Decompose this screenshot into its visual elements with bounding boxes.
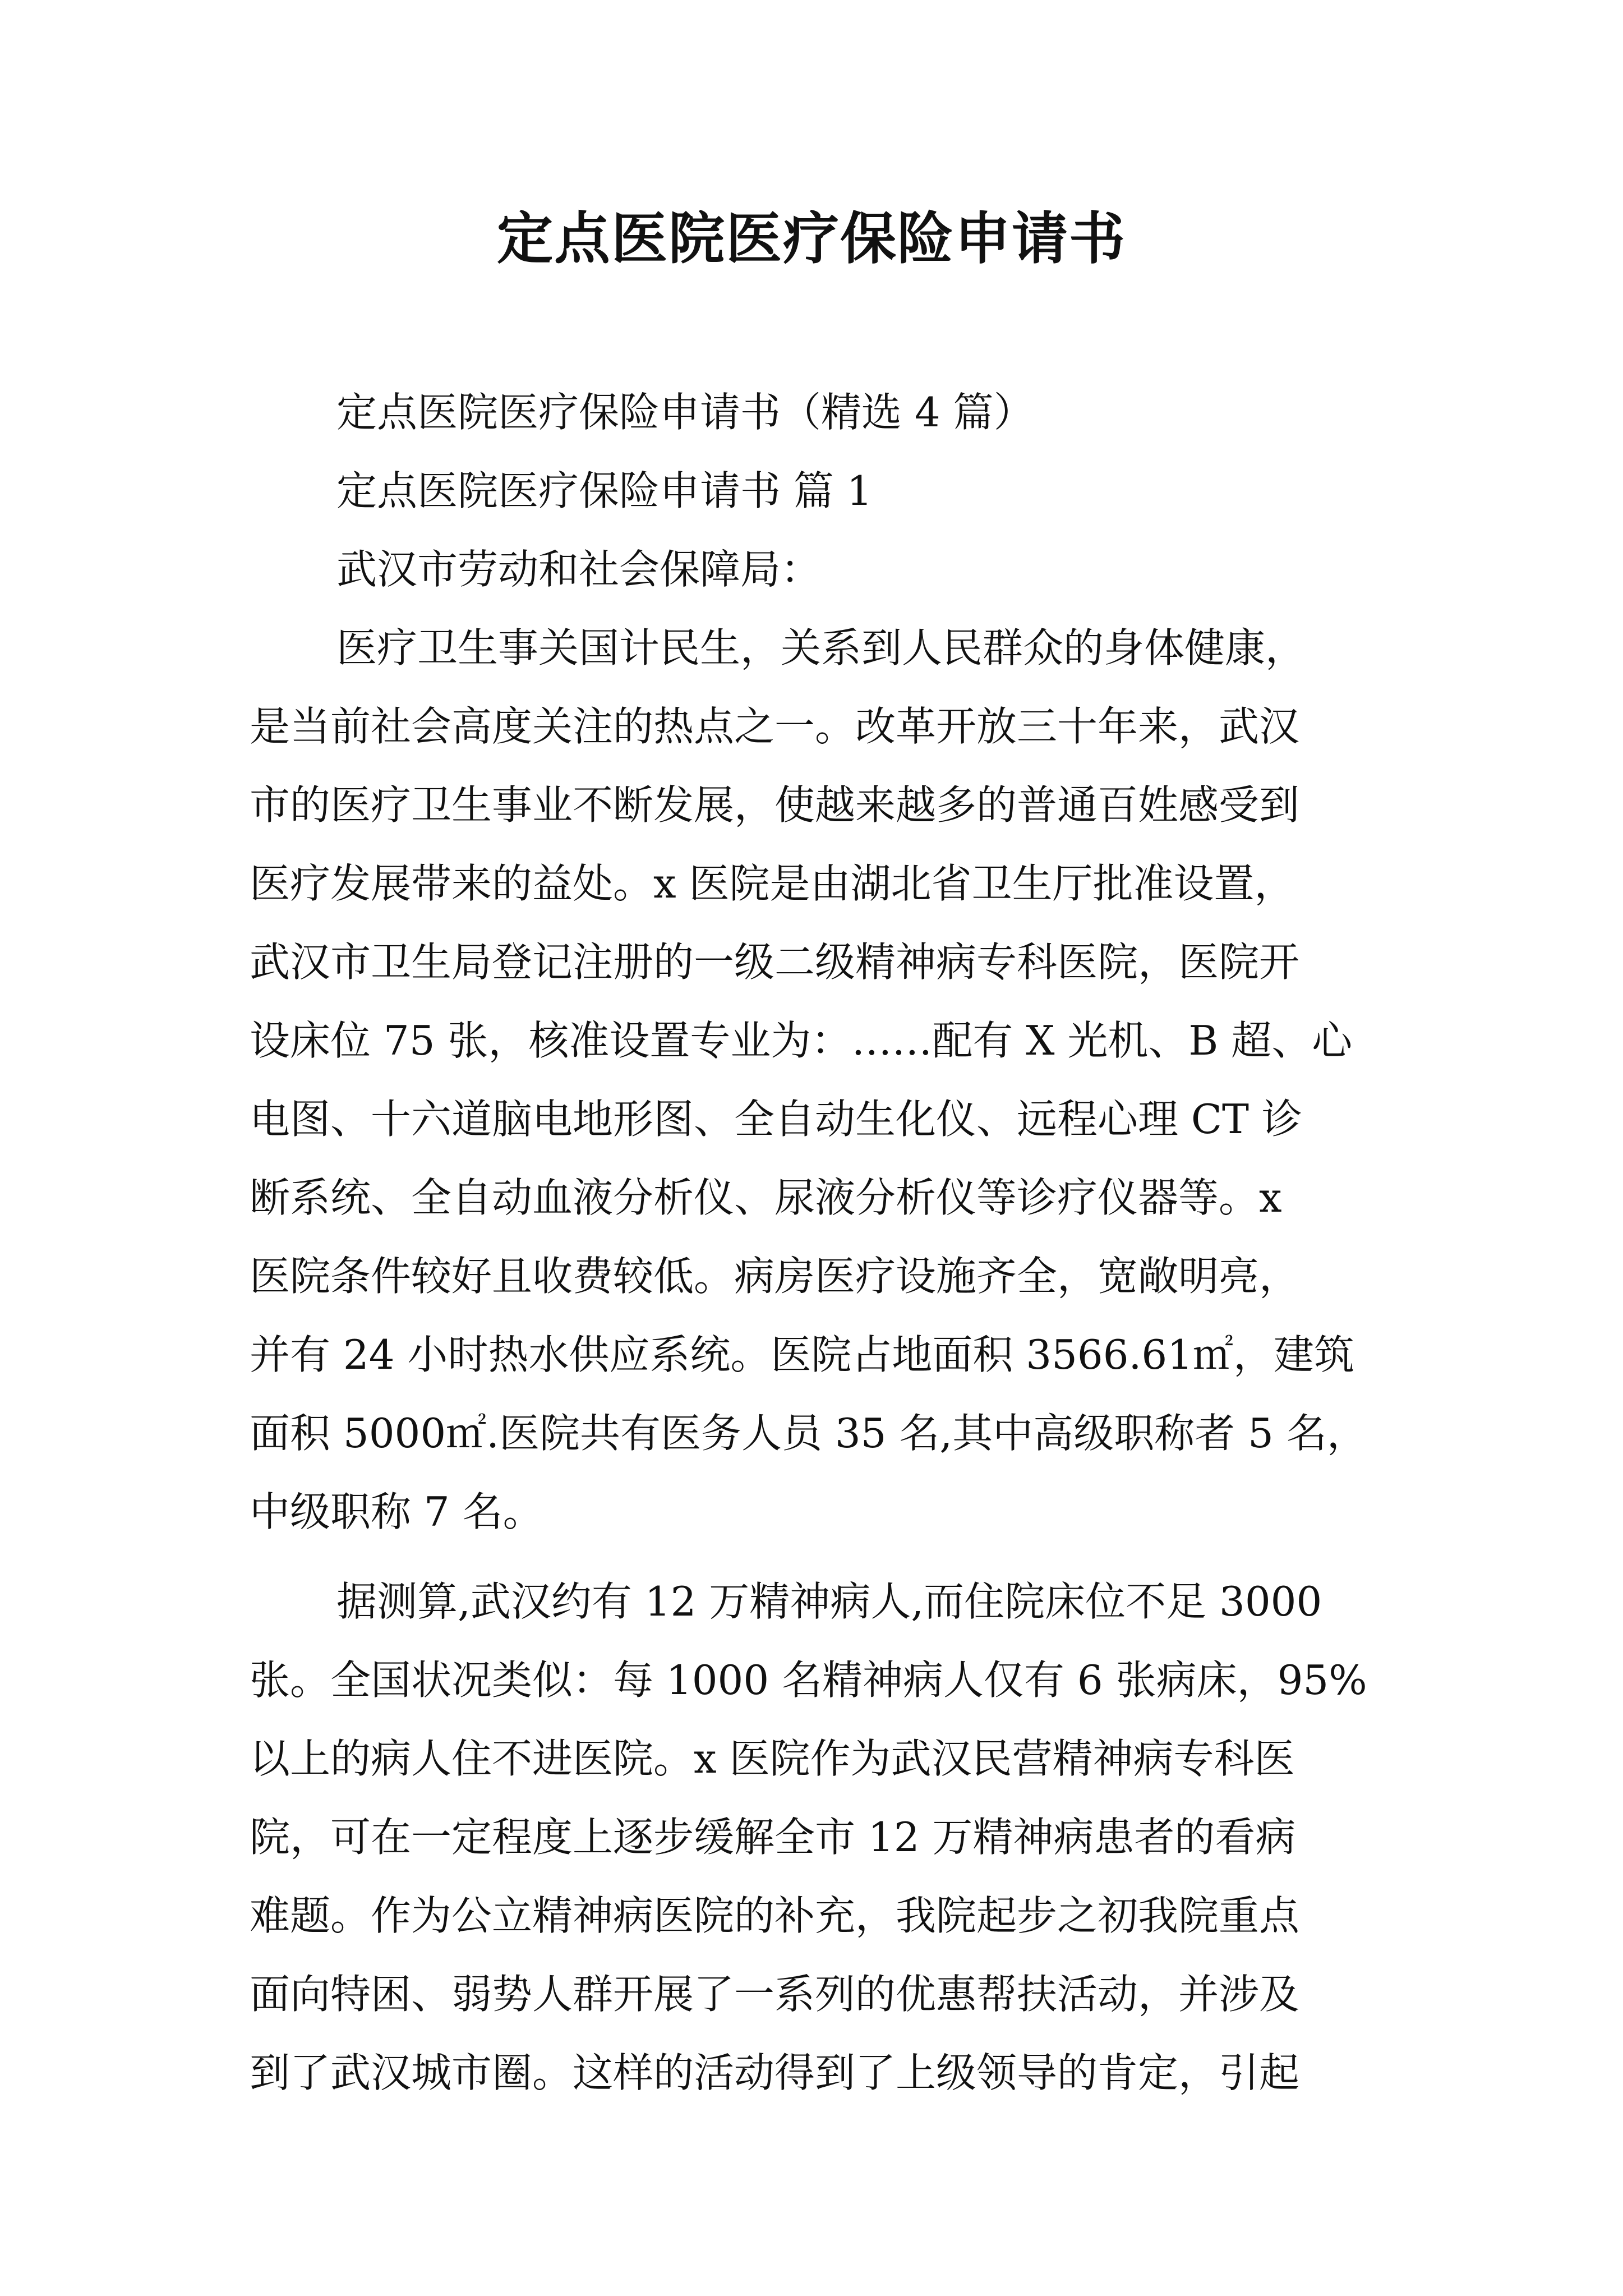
- paragraph-line: 中级职称 7 名。: [250, 1488, 543, 1535]
- paragraph-line: 并有 24 小时热水供应系统。医院占地面积 3566.61㎡，建筑: [250, 1331, 1355, 1378]
- paragraph-line: 面向特困、弱势人群开展了一系列的优惠帮扶活动，并涉及: [250, 1971, 1300, 2018]
- paragraph-line: 据测算,武汉约有 12 万精神病人,而住院床位不足 3000: [336, 1578, 1322, 1625]
- paragraph-line: 面积 5000㎡.医院共有医务人员 35 名,其中高级职称者 5 名，: [250, 1410, 1367, 1457]
- paragraph-line: 医疗卫生事关国计民生，关系到人民群众的身体健康，: [336, 624, 1306, 671]
- subtitle-line: 定点医院医疗保险申请书（精选 4 篇）: [336, 389, 1034, 436]
- paragraph-line: 以上的病人住不进医院。x 医院作为武汉民营精神病专科医: [250, 1735, 1295, 1782]
- paragraph-line: 武汉市卫生局登记注册的一级二级精神病专科医院，医院开: [250, 938, 1300, 986]
- paragraph-line: 市的医疗卫生事业不断发展，使越来越多的普通百姓感受到: [250, 781, 1300, 829]
- paragraph-line: 断系统、全自动血液分析仪、尿液分析仪等诊疗仪器等。x: [250, 1174, 1282, 1221]
- paragraph-line: 医院条件较好且收费较低。病房医疗设施齐全，宽敞明亮，: [250, 1253, 1300, 1300]
- paragraph-line: 张。全国状况类似：每 1000 名精神病人仅有 6 张病床，95%: [250, 1657, 1367, 1704]
- paragraph-line: 院，可在一定程度上逐步缓解全市 12 万精神病患者的看病: [250, 1814, 1296, 1861]
- paragraph-line: 是当前社会高度关注的热点之一。改革开放三十年来，武汉: [250, 703, 1300, 750]
- paragraph-line: 医疗发展带来的益处。x 医院是由湖北省卫生厅批准设置，: [250, 860, 1295, 907]
- section-heading: 定点医院医疗保险申请书 篇 1: [336, 467, 873, 514]
- paragraph-line: 电图、十六道脑电地形图、全自动生化仪、远程心理 CT 诊: [250, 1096, 1302, 1143]
- document-title: 定点医院医疗保险申请书: [497, 205, 1126, 272]
- addressee-line: 武汉市劳动和社会保障局：: [336, 546, 822, 593]
- paragraph-line: 设床位 75 张，核准设置专业为：……配有 X 光机、B 超、心: [250, 1017, 1353, 1064]
- paragraph-line: 到了武汉城市圈。这样的活动得到了上级领导的肯定，引起: [250, 2049, 1300, 2096]
- paragraph-line: 难题。作为公立精神病医院的补充，我院起步之初我院重点: [250, 1892, 1300, 1939]
